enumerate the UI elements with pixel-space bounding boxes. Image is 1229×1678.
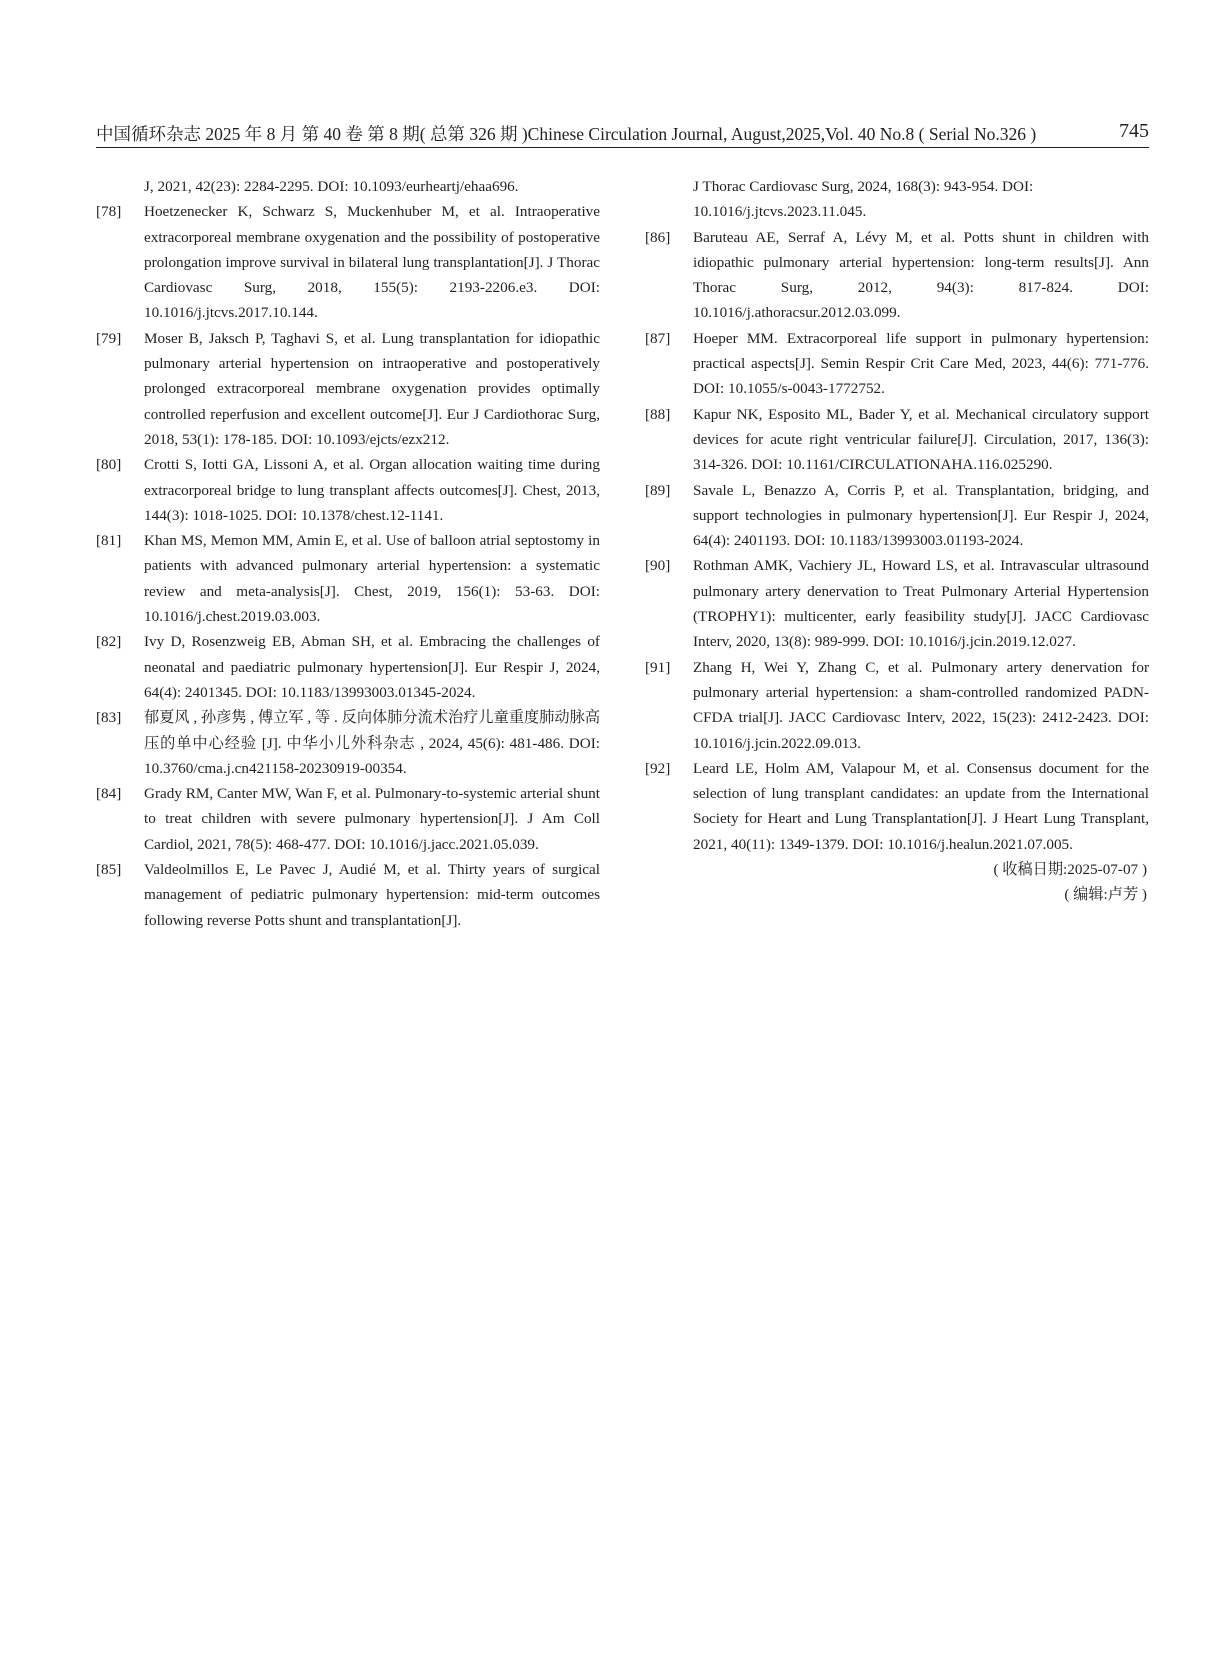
reference-item xyxy=(645,225,1149,326)
reference-item xyxy=(645,756,1149,857)
reference-number: [87] xyxy=(645,329,671,347)
reference-column-right xyxy=(645,174,1149,908)
reference-number: [91] xyxy=(645,658,671,676)
reference-item xyxy=(96,452,600,528)
reference-item xyxy=(96,326,600,452)
page-number: 745 xyxy=(1119,120,1149,142)
running-header: 中国循环杂志 2025 年 8 月 第 40 卷 第 8 期( 总第 326 期 )Chinese Circulation Journal, August,2025,Vol. 40 No.8 ( Serial No.326 ) xyxy=(96,124,1037,144)
reference-item xyxy=(96,781,600,857)
reference-number: [86] xyxy=(645,228,671,246)
reference-text: Grady RM, Canter MW, Wan F, et al. Pulmonary-to-systemic arterial shunt to treat children with severe pulmonary hypertension[J]. J Am Coll Cardiol, 2021, 78(5): 468-477. DOI: 10.1016/j.jacc.2021.05.039. xyxy=(144,785,600,853)
editor-note: ( 编辑:卢芳 ) xyxy=(1064,886,1147,904)
reference-text: 郁夏风 , 孙彦隽 , 傅立军 , 等 . 反向体肺分流术治疗儿童重度肺动脉高压的单中心经验 [J]. 中华小儿外科杂志 , 2024, 45(6): 481-486. DOI: 10.3760/cma.j.cn421158-20230919-00354. xyxy=(144,709,600,777)
reference-text: Valdeolmillos E, Le Pavec J, Audié M, et al. Thirty years of surgical management of pediatric pulmonary hypertension: mid-term outcomes following reverse Potts shunt and transplantation[J]. xyxy=(144,861,600,929)
reference-item xyxy=(645,402,1149,478)
reference-text: Khan MS, Memon MM, Amin E, et al. Use of balloon atrial septostomy in patients with advanced pulmonary arterial hypertension: a systematic review and meta-analysis[J]. Chest, 2019, 156(1): 53-63. DOI: 10.1016/j.chest.2019.03.003. xyxy=(144,532,600,626)
reference-item xyxy=(96,857,600,933)
reference-item xyxy=(645,326,1149,402)
reference-number: [88] xyxy=(645,405,671,423)
reference-number: [84] xyxy=(96,785,122,803)
reference-text: Moser B, Jaksch P, Taghavi S, et al. Lung transplantation for idiopathic pulmonary arterial hypertension on intraoperative and postoperatively prolonged extracorporeal membrane oxygenation provides optimally controlled reperfusion and excellent outcome[J]. Eur J Cardiothorac Surg, 2018, 53(1): 178-185. DOI: 10.1093/ejcts/ezx212. xyxy=(144,329,600,448)
reference-text: Leard LE, Holm AM, Valapour M, et al. Consensus document for the selection of lung transplant candidates: an update from the International Society for Heart and Lung Transplantation[J]. J Heart Lung Transplant, 2021, 40(11): 1349-1379. DOI: 10.1016/j.healun.2021.07.005. xyxy=(693,759,1149,853)
reference-number: [80] xyxy=(96,456,122,474)
reference-text: Baruteau AE, Serraf A, Lévy M, et al. Potts shunt in children with idiopathic pulmonary arterial hypertension: long-term results[J]. Ann Thorac Surg, 2012, 94(3): 817-824. DOI: 10.1016/j.athoracsur.2012.03.099. xyxy=(693,228,1149,322)
reference-text: Hoetzenecker K, Schwarz S, Muckenhuber M, et al. Intraoperative extracorporeal membrane oxygenation and the possibility of postoperative prolongation improve survival in bilateral lung transplantation[J]. J Thorac Cardiovasc Surg, 2018, 155(5): 2193-2206.e3. DOI: 10.1016/j.jtcvs.2017.10.144. xyxy=(144,203,600,322)
reference-number: [81] xyxy=(96,532,122,550)
reference-item xyxy=(96,199,600,325)
reference-item xyxy=(96,629,600,705)
reference-text: Hoeper MM. Extracorporeal life support in pulmonary hypertension: practical aspects[J]. Semin Respir Crit Care Med, 2023, 44(6): 771-776. DOI: 10.1055/s-0043-1772752. xyxy=(693,329,1149,398)
reference-number: [79] xyxy=(96,329,122,347)
reference-item xyxy=(96,528,600,629)
reference-column-left xyxy=(96,174,600,933)
reference-number: [83] xyxy=(96,709,122,727)
reference-number: [89] xyxy=(645,481,671,499)
reference-number: [85] xyxy=(96,861,122,879)
header-rule xyxy=(96,147,1149,148)
reference-continuation: J, 2021, 42(23): 2284-2295. DOI: 10.1093/eurheartj/ehaa696. xyxy=(144,178,519,195)
reference-text: Crotti S, Iotti GA, Lissoni A, et al. Organ allocation waiting time during extracorporeal bridge to lung transplant affects outcomes[J]. Chest, 2013, 144(3): 1018-1025. DOI: 10.1378/chest.12-1141. xyxy=(144,456,600,524)
reference-continuation: J Thorac Cardiovasc Surg, 2024, 168(3): 943-954. DOI: 10.1016/j.jtcvs.2023.11.045. xyxy=(693,178,1034,221)
reference-item xyxy=(645,553,1149,654)
reference-text: Zhang H, Wei Y, Zhang C, et al. Pulmonary artery denervation for pulmonary arterial hypertension: a sham-controlled randomized PADN-CFDA trial[J]. JACC Cardiovasc Interv, 2022, 15(23): 2412-2423. DOI: 10.1016/j.jcin.2022.09.013. xyxy=(693,658,1149,752)
reference-text: Kapur NK, Esposito ML, Bader Y, et al. Mechanical circulatory support devices for acute right ventricular failure[J]. Circulation, 2017, 136(3): 314-326. DOI: 10.1161/CIRCULATIONAHA.116.025290. xyxy=(693,405,1149,474)
reference-item xyxy=(645,478,1149,554)
reference-number: [82] xyxy=(96,633,122,651)
reference-text: Savale L, Benazzo A, Corris P, et al. Transplantation, bridging, and support technologies in pulmonary hypertension[J]. Eur Respir J, 2024, 64(4): 2401193. DOI: 10.1183/13993003.01193-2024. xyxy=(693,481,1149,550)
reference-item xyxy=(96,705,600,781)
reference-text: Rothman AMK, Vachiery JL, Howard LS, et al. Intravascular ultrasound pulmonary artery denervation to Treat Pulmonary Arterial Hypertension (TROPHY1): multicenter, early feasibility study[J]. JACC Cardiovasc Interv, 2020, 13(8): 989-999. DOI: 10.1016/j.jcin.2019.12.027. xyxy=(693,557,1149,651)
reference-number: [78] xyxy=(96,203,122,221)
received-date: ( 收稿日期:2025-07-07 ) xyxy=(993,861,1147,879)
reference-text: Ivy D, Rosenzweig EB, Abman SH, et al. Embracing the challenges of neonatal and paediatric pulmonary hypertension[J]. Eur Respir J, 2024, 64(4): 2401345. DOI: 10.1183/13993003.01345-2024. xyxy=(144,633,600,701)
reference-number: [92] xyxy=(645,759,671,777)
reference-number: [90] xyxy=(645,557,671,575)
reference-item xyxy=(645,655,1149,756)
